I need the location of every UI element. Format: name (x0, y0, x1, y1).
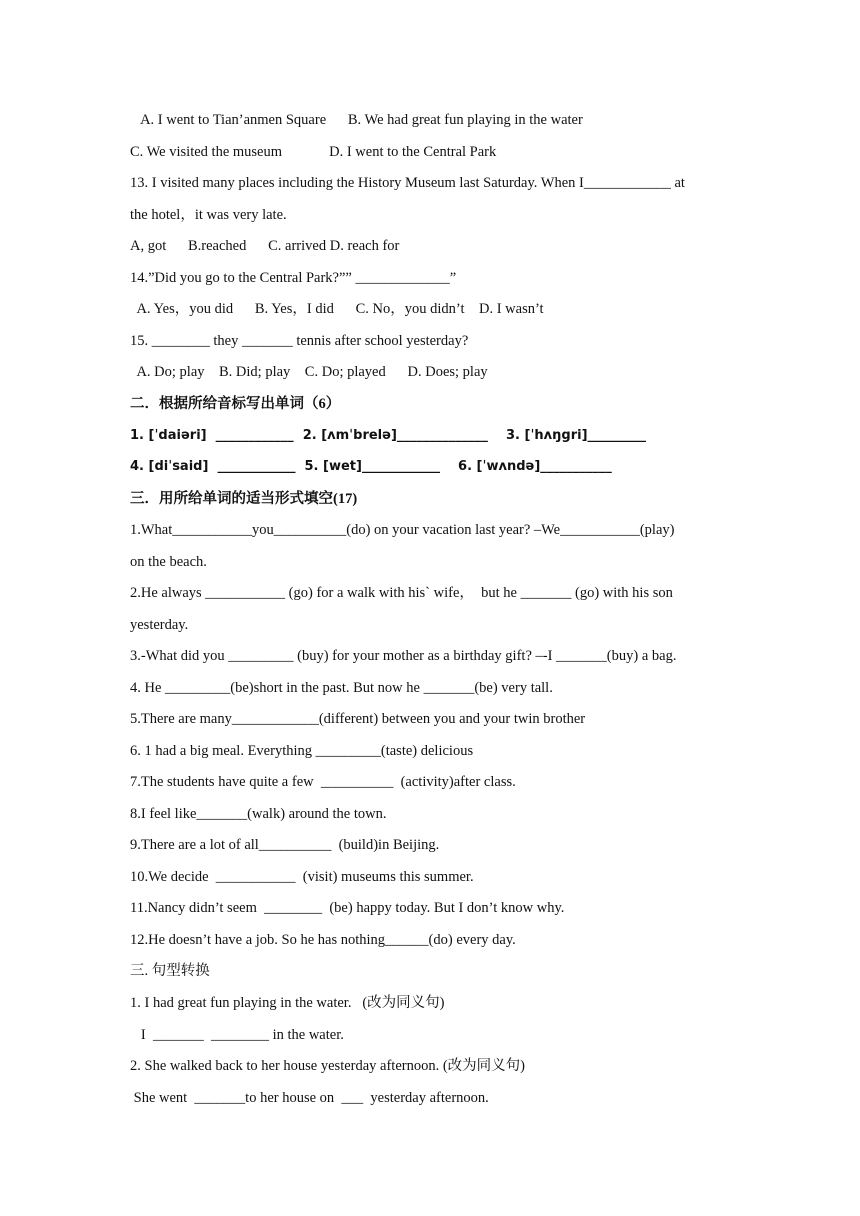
transform-q1: 1. I had great fun playing in the water. (改为同义句) (130, 995, 445, 1011)
fill-q10: 10.We decide ___________ (visit) museums this summer. (130, 869, 474, 885)
fill-q6: 6. 1 had a big meal. Everything _________(taste) delicious (130, 743, 474, 759)
fill-q3: 3.-What did you _________ (buy) for your mother as a birthday gift? –-I _______(buy) a bag. (130, 648, 677, 664)
q14-stem: 14.”Did you go to the Central Park?”” _____________” (130, 270, 457, 286)
section-3-heading: 三．用所给单词的适当形式填空(17) (130, 491, 358, 507)
section-2-heading: 二．根据所给音标写出单词（6） (130, 396, 341, 412)
q15-options: A. Do; play B. Did; play C. Do; played D. Does; play (130, 364, 488, 380)
fill-q2-cont: yesterday. (130, 617, 189, 633)
q13-options: A, got B.reached C. arrived D. reach for (130, 238, 400, 254)
fill-q9: 9.There are a lot of all__________ (build)in Beijing. (130, 837, 440, 853)
section-4-heading: 三. 句型转换 (130, 963, 210, 979)
fill-q12: 12.He doesn’t have a job. So he has nothing______(do) every day. (130, 932, 516, 948)
transform-q2: 2. She walked back to her house yesterday afternoon. (改为同义句) (130, 1058, 526, 1074)
fill-q11: 11.Nancy didn’t seem ________ (be) happy today. But I don’t know why. (130, 900, 565, 916)
phonetic-row-1: 1. [ˈdaiəri] ____________ 2. [ʌmˈbrelə]______________ 3. [ˈhʌŋgri]_________ (130, 428, 647, 443)
transform-q2-answer: She went _______to her house on ___ yesterday afternoon. (130, 1090, 489, 1106)
q12-options-ab: A. I went to Tian’anmen Square B. We had great fun playing in the water (130, 112, 583, 128)
q13-stem-cont: the hotel，it was very late. (130, 207, 287, 223)
q15-stem: 15. ________ they _______ tennis after school yesterday? (130, 333, 469, 349)
fill-q2: 2.He always ___________ (go) for a walk with his` wife， but he _______ (go) with his son (130, 585, 673, 601)
q13-stem: 13. I visited many places including the History Museum last Saturday. When I____________ at (130, 175, 685, 191)
fill-q1: 1.What___________you__________(do) on your vacation last year? –We___________(play) (130, 522, 675, 538)
phonetic-row-2: 4. [diˈsaid] ____________ 5. [wet]____________ 6. [ˈwʌndə]___________ (130, 459, 612, 474)
fill-q4: 4. He _________(be)short in the past. But now he _______(be) very tall. (130, 680, 553, 696)
q12-options-cd: C. We visited the museum D. I went to the Central Park (130, 144, 497, 160)
fill-q7: 7.The students have quite a few __________ (activity)after class. (130, 774, 516, 790)
transform-q1-answer: I _______ ________ in the water. (130, 1027, 344, 1043)
fill-q5: 5.There are many____________(different) between you and your twin brother (130, 711, 586, 727)
fill-q8: 8.I feel like_______(walk) around the town. (130, 806, 387, 822)
fill-q1-cont: on the beach. (130, 554, 207, 570)
q14-options: A. Yes，you did B. Yes，I did C. No，you didn’t D. I wasn’t (130, 301, 544, 317)
